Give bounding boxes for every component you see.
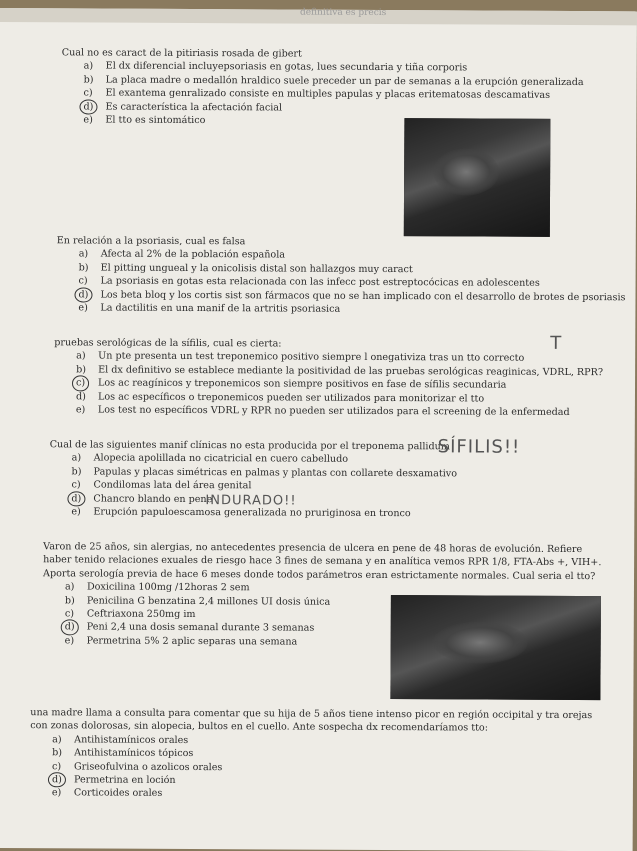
question-stem: En relación a la psoriasis, cual es falsa bbox=[56, 235, 246, 248]
option: c) Condilomas lata del área genital bbox=[71, 479, 252, 492]
option: a) Afecta al 2% de la población española bbox=[78, 248, 286, 261]
option-selected: d) Los beta bloq y los cortis sist son fármacos que no se han implicado con el desarrollo de brotes de psoriasis bbox=[78, 288, 596, 304]
exam-sheet bbox=[0, 8, 637, 851]
handwritten-t-mark: T bbox=[550, 332, 563, 354]
question-1 bbox=[61, 46, 584, 129]
option: e) Erupción papuloescamosa generalizada no pruriginosa en tronco bbox=[71, 506, 411, 520]
clinical-photo-rash bbox=[404, 118, 551, 237]
option: e) Corticoides orales bbox=[51, 787, 163, 800]
option: a) Un pte presenta un test treponemico positivo siempre l onegativiza tras un tto correcto bbox=[76, 350, 525, 365]
option: b) Antihistamínicos tópicos bbox=[52, 747, 194, 760]
option: c) La psoriasis en gotas esta relacionada con las infecc post estreptocócicas en adolescentes bbox=[78, 275, 540, 290]
option: a) Antihistamínicos orales bbox=[52, 734, 189, 746]
option-selected: d) Peni 2,4 una dosis semanal durante 3 semanas bbox=[65, 621, 603, 637]
option: a) Doxicilina 100mg /12horas 2 sem bbox=[64, 581, 250, 594]
question-2 bbox=[56, 234, 626, 317]
handwritten-indurado-note: INDURADO!! bbox=[205, 493, 297, 509]
clinical-photo-ulcer bbox=[390, 595, 601, 700]
option: c) Griseofulvina o azolicos orales bbox=[52, 760, 223, 773]
option-selected: d) Chancro blando en pene bbox=[71, 492, 589, 508]
option: c) Ceftriaxona 250mg im bbox=[64, 608, 196, 621]
option: e) El tto es sintomático bbox=[83, 114, 206, 127]
option: a) Alopecia apolillada no cicatricial en cuero cabelludo bbox=[71, 452, 349, 466]
option: b) El dx definitivo se establece mediante la positividad de las pruebas serológicas reaginicas, VDRL, RPR? bbox=[76, 364, 604, 378]
question-6 bbox=[30, 706, 606, 803]
option-selected: d) Es característica la afectación facial bbox=[83, 100, 561, 116]
option: b) Penicilina G benzatina 2,4 millones UI dosis única bbox=[64, 594, 331, 608]
option: e) Los test no específicos VDRL y RPR no pueden ser utilizados para el screening de la enfermedad bbox=[75, 404, 570, 419]
header-fragment: definitiva es precis bbox=[299, 7, 387, 19]
question-stem: una madre llama a consulta para comentar que su hija de 5 años tiene intenso picor en región occipital y tra orejas con zonas dolorosas, sin alopecia, bultos en el cuello. Ante sospecha dx recomendaríamos tto: bbox=[30, 707, 593, 734]
handwritten-sifilis-note: SÍFILIS!! bbox=[437, 436, 521, 458]
option: e) Permetrina 5% 2 aplic separas una semana bbox=[64, 635, 298, 648]
option-selected: c) Los ac reagínicos y treponemicos son siempre positivos en fase de sífilis secundaria bbox=[76, 377, 594, 393]
option: d) Los ac específicos o treponemicos pueden ser utilizados para monitorizar el tto bbox=[75, 391, 485, 405]
option: e) La dactilitis en una manif de la artritis psoriasica bbox=[78, 302, 341, 315]
option: c) El exantema genralizado consiste en multiples papulas y placas eritematosas descamativas bbox=[83, 87, 551, 102]
question-stem: Varon de 25 años, sin alergias, no antecedentes presencia de ulcera en pene de 48 horas de evolución. Refiere haber tenido relaciones exuales de riesgo hace 3 fines de semana y en analítica vemos RPR 1/8, FTA-Abs +, VIH+. Aporta serología previa de hace 6 meses donde todos parámetros eran estrictamente normales. Cual seria el tto? bbox=[43, 541, 602, 582]
option: a) El dx diferencial incluyepsoriasis en gotas, lues secundaria y tiña corporis bbox=[83, 60, 468, 74]
next-page-edge bbox=[0, 8, 637, 25]
question-stem: pruebas serológicas de la sífilis, cual es cierta: bbox=[54, 337, 282, 350]
option: b) El pitting ungueal y la onicolisis distal son hallazgos muy caract bbox=[78, 262, 413, 275]
option-selected: d) Permetrina en loción bbox=[52, 773, 606, 789]
option: b) Papulas y placas simétricas en palmas y plantas con collarete desxamativo bbox=[71, 466, 458, 480]
question-stem: Cual no es caract de la pitiriasis rosada de gibert bbox=[61, 47, 302, 60]
question-stem: Cual de las siguientes manif clínicas no esta producida por el treponema pallidum bbox=[49, 439, 450, 453]
question-3 bbox=[54, 336, 604, 419]
option: b) La placa madre o medallón hraldico suele preceder un par de semanas a la erupción generalizada bbox=[83, 74, 584, 88]
